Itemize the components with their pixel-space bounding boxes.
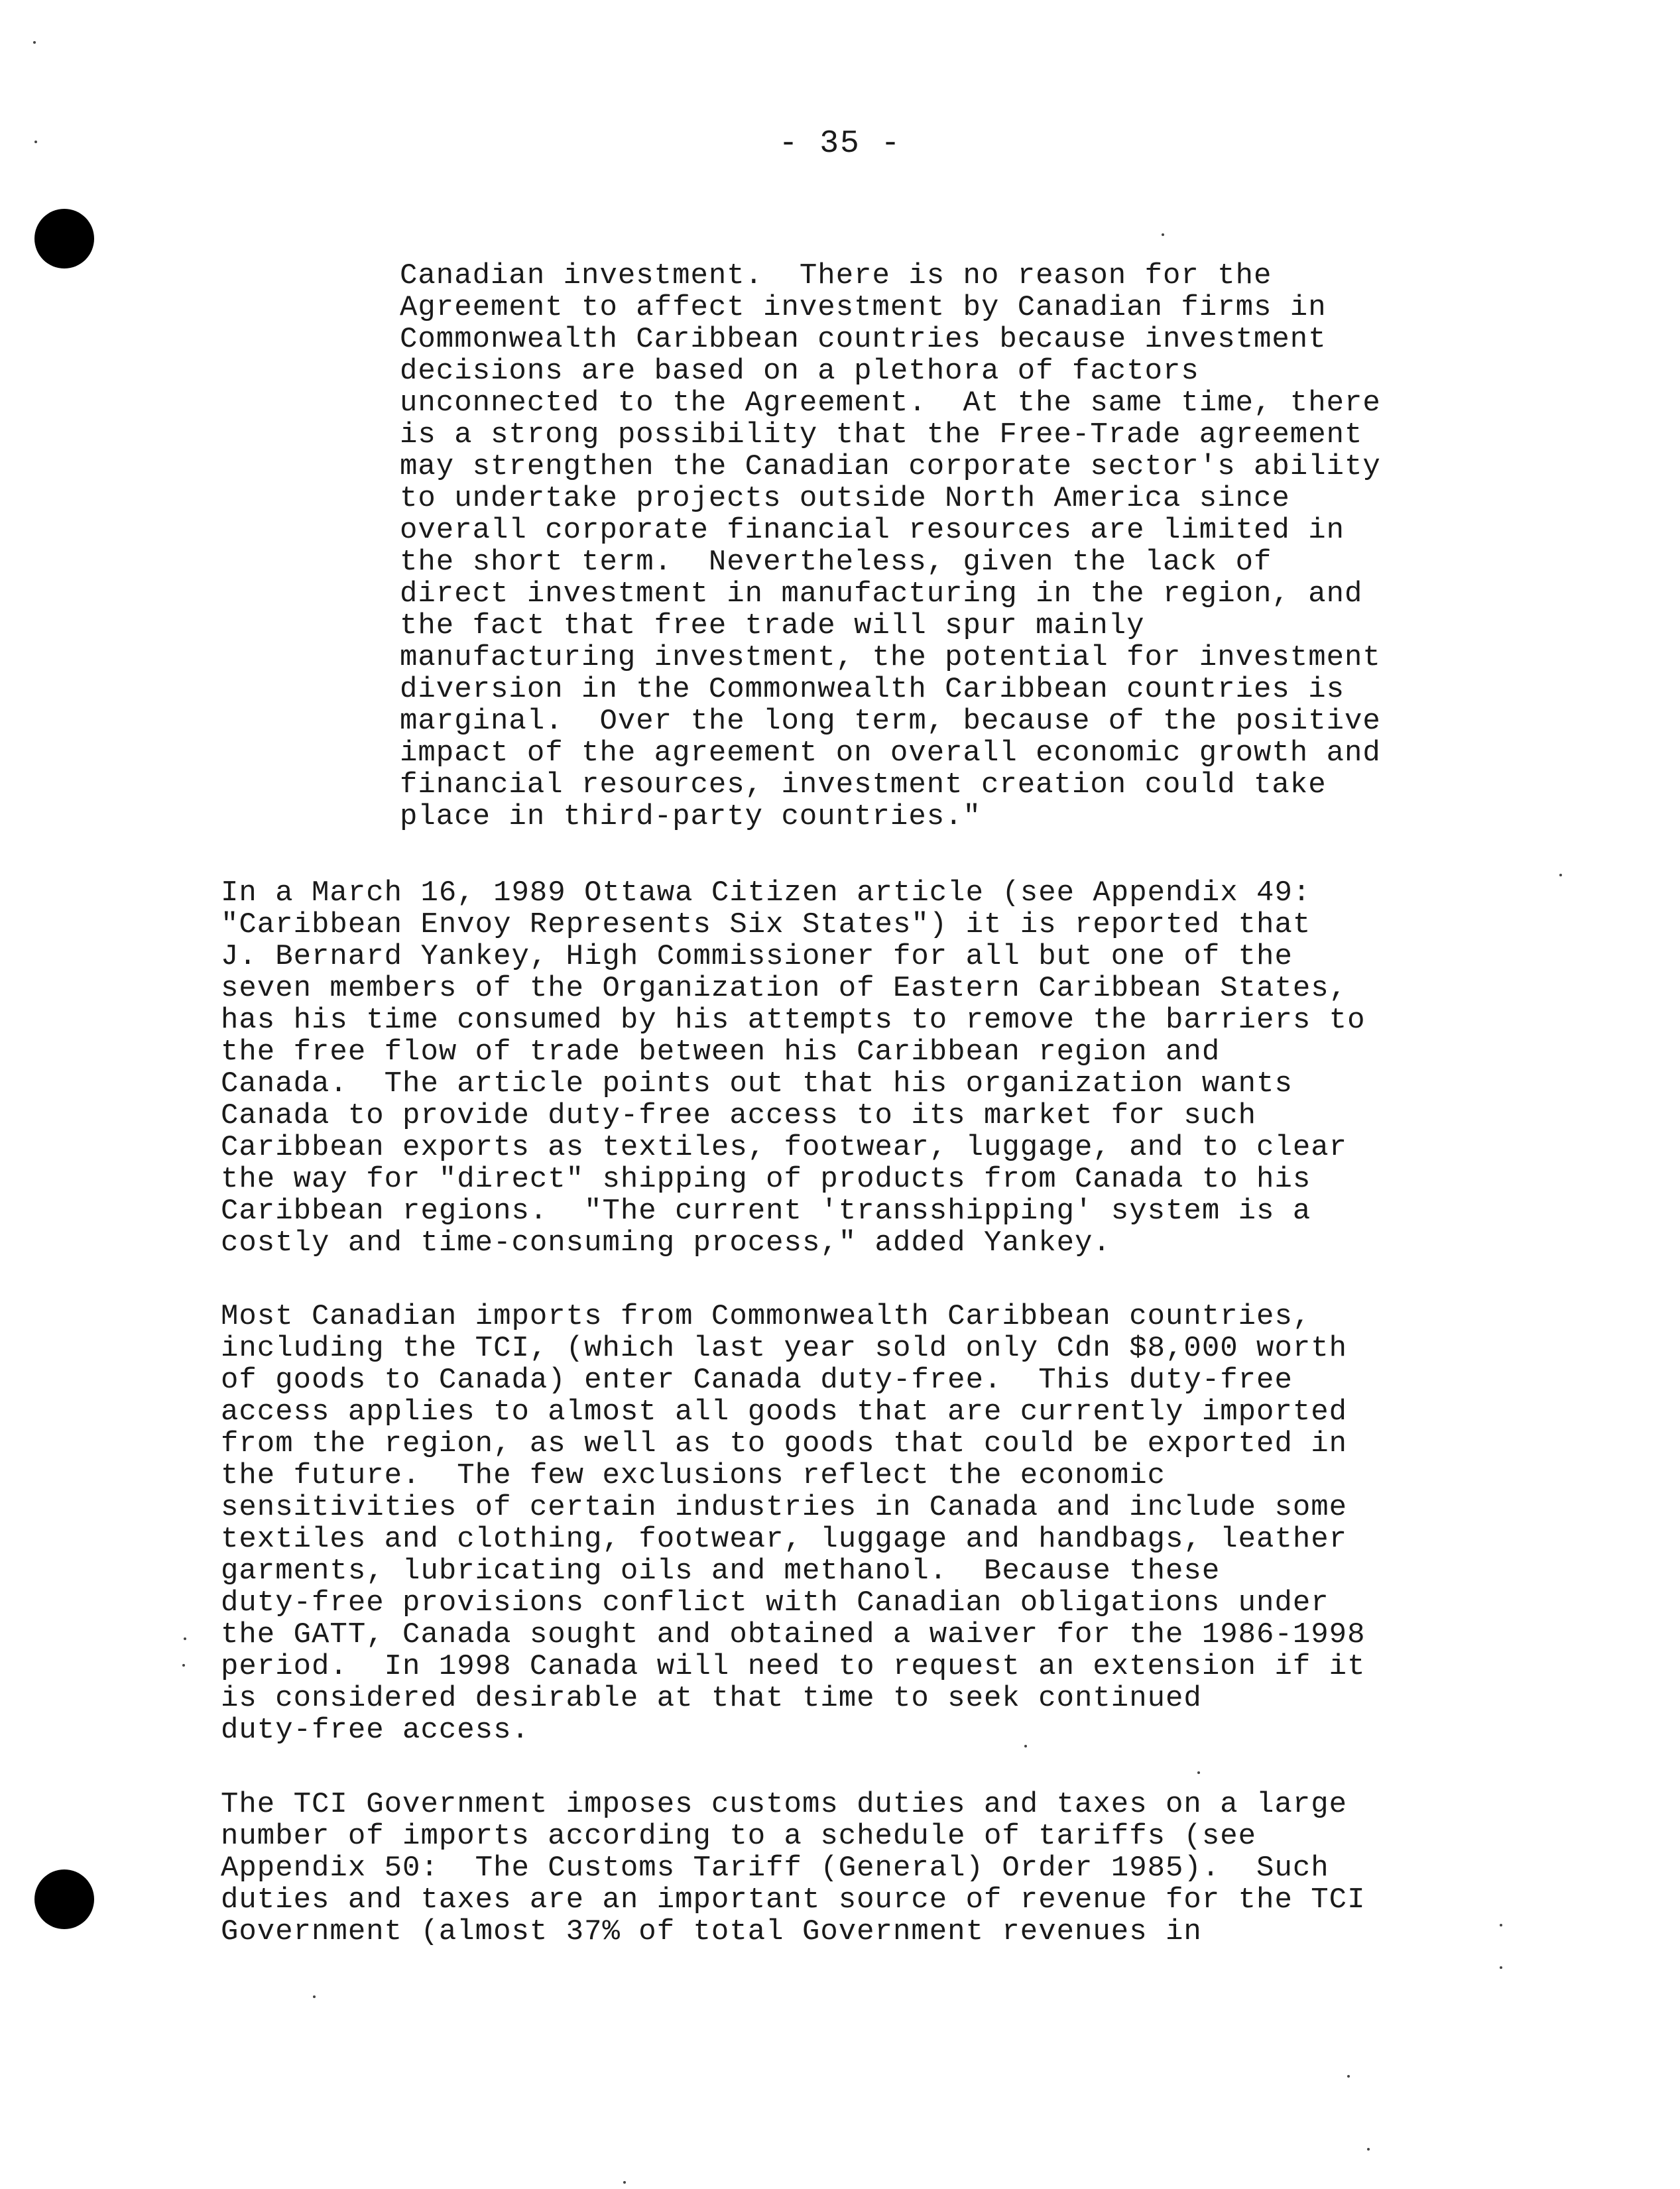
text-line: is considered desirable at that time to seek continued (221, 1682, 1202, 1715)
text-line: Agreement to affect investment by Canadian firms in (400, 291, 1327, 324)
text-line: access applies to almost all goods that are currently imported (221, 1395, 1348, 1429)
scan-speck (184, 1637, 186, 1640)
quoted-passage (400, 260, 1381, 833)
text-line: marginal. Over the long term, because of the positive (400, 705, 1381, 738)
text-line: number of imports according to a schedule of tariffs (see (221, 1820, 1257, 1853)
text-line: The TCI Government imposes customs duties and taxes on a large (221, 1788, 1348, 1821)
scan-speck (623, 2181, 626, 2184)
text-line: has his time consumed by his attempts to remove the barriers to (221, 1004, 1366, 1037)
text-line: the short term. Nevertheless, given the lack of (400, 546, 1272, 579)
scan-speck (182, 1664, 185, 1667)
text-line: Government (almost 37% of total Government revenues in (221, 1915, 1202, 1948)
text-line: duties and taxes are an important source of revenue for the TCI (221, 1883, 1366, 1917)
scan-speck (1367, 2148, 1370, 2151)
text-line: garments, lubricating oils and methanol. Because these (221, 1555, 1221, 1588)
paragraph-ottawa-citizen (221, 877, 1365, 1259)
paragraph-tci-customs (221, 1789, 1365, 1948)
text-line: overall corporate financial resources are limited in (400, 514, 1345, 547)
text-line: Commonwealth Caribbean countries because investment (400, 323, 1327, 356)
text-line: to undertake projects outside North America since (400, 482, 1290, 515)
scan-speck (1500, 1966, 1502, 1969)
text-line: Most Canadian imports from Commonwealth Caribbean countries, (221, 1300, 1311, 1333)
scan-speck (1559, 874, 1562, 876)
text-line: place in third-party countries." (400, 800, 981, 833)
text-line: Canada to provide duty-free access to its market for such (221, 1099, 1257, 1132)
text-line: the free flow of trade between his Caribbean region and (221, 1035, 1221, 1069)
scan-speck (313, 1995, 316, 1998)
text-line: the fact that free trade will spur mainly (400, 609, 1145, 642)
text-line: financial resources, investment creation could take (400, 768, 1327, 801)
text-line: sensitivities of certain industries in Canada and include some (221, 1491, 1348, 1524)
text-line: the future. The few exclusions reflect the economic (221, 1459, 1166, 1492)
text-line: diversion in the Commonwealth Caribbean countries is (400, 673, 1345, 706)
text-line: is a strong possibility that the Free-Trade agreement (400, 418, 1363, 451)
scan-speck (1347, 2075, 1350, 2078)
text-line: including the TCI, (which last year sold only Cdn $8,000 worth (221, 1332, 1348, 1365)
text-line: period. In 1998 Canada will need to request an extension if it (221, 1650, 1366, 1683)
scan-speck (1162, 233, 1164, 236)
text-line: Appendix 50: The Customs Tariff (General) Order 1985). Such (221, 1852, 1329, 1885)
text-line: duty-free provisions conflict with Canadian obligations under (221, 1586, 1329, 1620)
punch-hole-top (34, 209, 94, 268)
text-line: manufacturing investment, the potential for investment (400, 641, 1381, 674)
text-line: Caribbean regions. "The current 'transshipping' system is a (221, 1195, 1311, 1228)
scan-speck (1500, 1924, 1502, 1926)
text-line: duty-free access. (221, 1714, 530, 1747)
text-line: from the region, as well as to goods that could be exported in (221, 1427, 1348, 1460)
text-line: impact of the agreement on overall economic growth and (400, 737, 1381, 770)
text-line: decisions are based on a plethora of factors (400, 355, 1199, 388)
punch-hole-bottom (34, 1869, 94, 1929)
text-line: costly and time-consuming process," added Yankey. (221, 1226, 1111, 1260)
scan-speck (1197, 1771, 1200, 1774)
page-number: - 35 - (778, 126, 902, 162)
text-line: the way for "direct" shipping of products from Canada to his (221, 1163, 1311, 1196)
text-line: Canadian investment. There is no reason for the (400, 259, 1272, 292)
text-line: J. Bernard Yankey, High Commissioner for all but one of the (221, 940, 1293, 973)
text-line: Canada. The article points out that his organization wants (221, 1067, 1293, 1100)
text-line: of goods to Canada) enter Canada duty-free. This duty-free (221, 1364, 1293, 1397)
text-line: "Caribbean Envoy Represents Six States") it is reported that (221, 908, 1311, 941)
text-line: unconnected to the Agreement. At the same time, there (400, 386, 1381, 420)
text-line: the GATT, Canada sought and obtained a waiver for the 1986-1998 (221, 1618, 1366, 1651)
text-line: direct investment in manufacturing in the region, and (400, 577, 1363, 611)
paragraph-canadian-imports (221, 1301, 1365, 1746)
text-line: textiles and clothing, footwear, luggage and handbags, leather (221, 1523, 1348, 1556)
text-line: seven members of the Organization of Eastern Caribbean States, (221, 972, 1348, 1005)
text-line: In a March 16, 1989 Ottawa Citizen article (see Appendix 49: (221, 876, 1311, 910)
scan-speck (33, 41, 36, 44)
text-line: Caribbean exports as textiles, footwear, luggage, and to clear (221, 1131, 1348, 1164)
text-line: may strengthen the Canadian corporate sector's ability (400, 450, 1381, 483)
